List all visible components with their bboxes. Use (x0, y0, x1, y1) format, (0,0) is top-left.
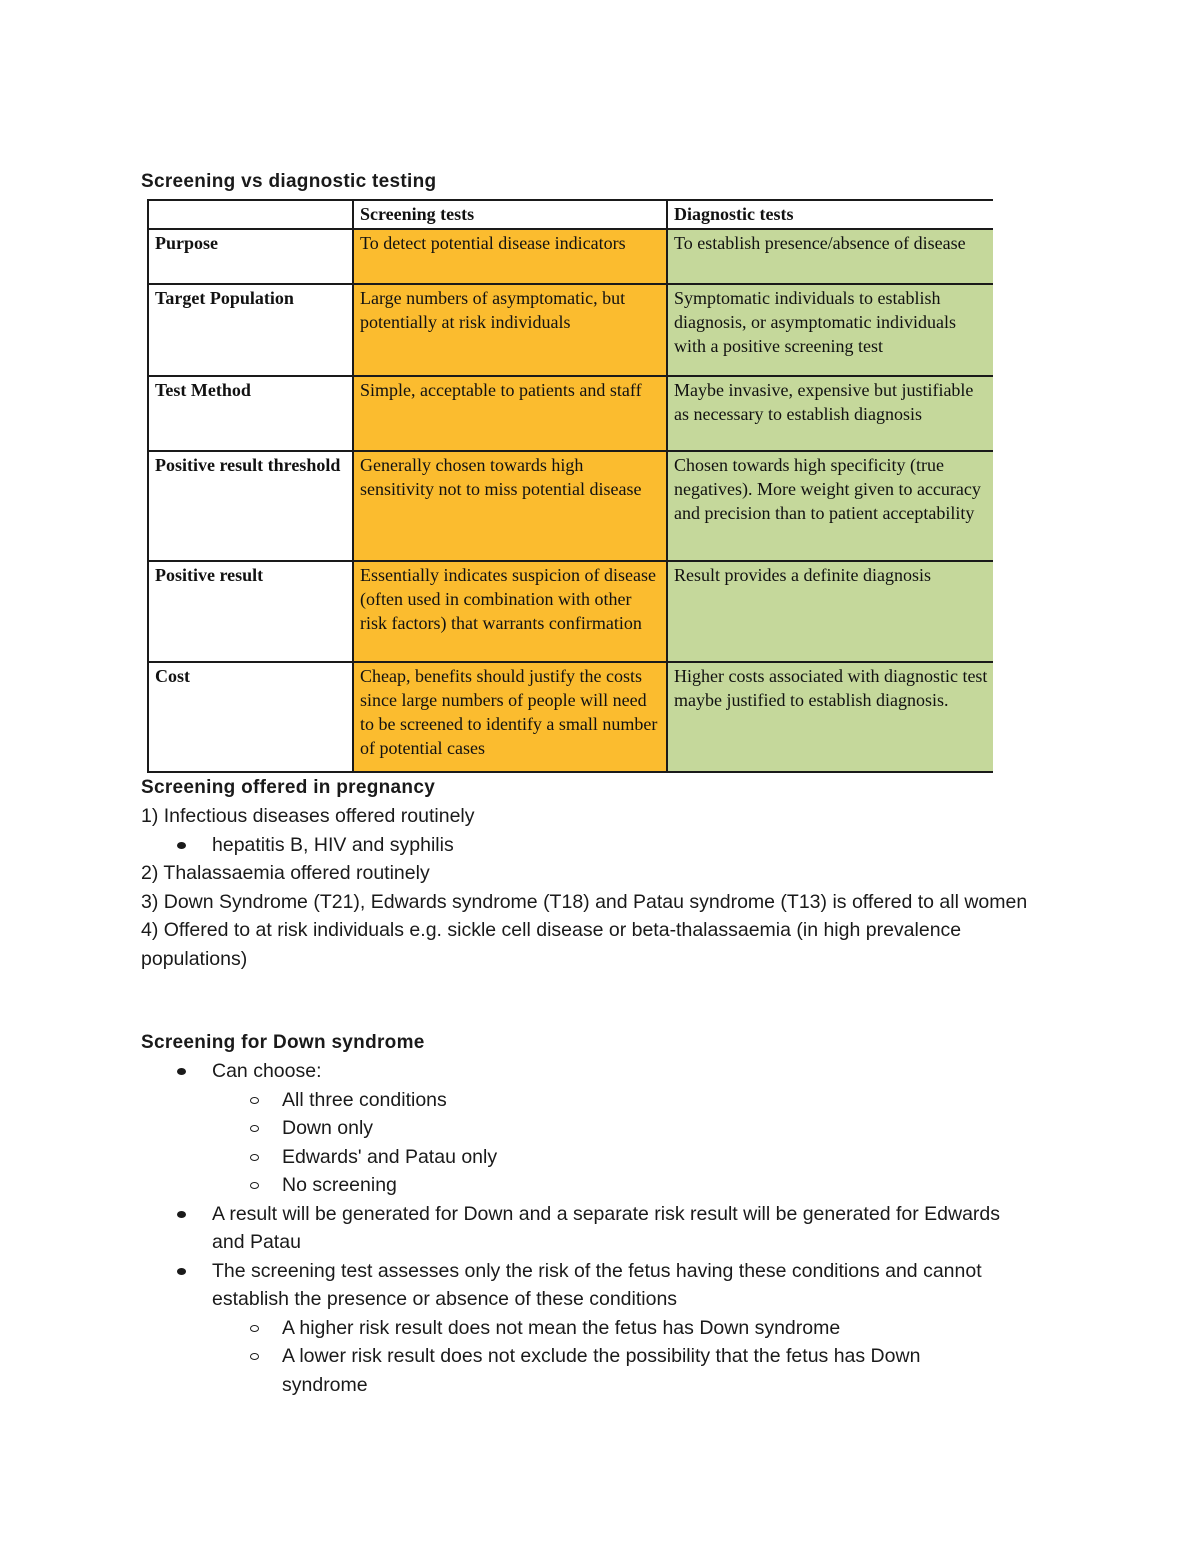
row-label: Test Method (148, 376, 353, 451)
bullet-list (141, 1057, 1071, 1399)
section-title-screening-vs-diagnostic: Screening vs diagnostic testing (141, 171, 437, 192)
comparison-table (147, 199, 993, 773)
table-row (148, 662, 993, 772)
row-label: Purpose (148, 229, 353, 284)
list-item: 3) Down Syndrome (T21), Edwards syndrome (T18) and Patau syndrome (T13) is offered to all women (141, 890, 1028, 913)
row-label: Target Population (148, 284, 353, 376)
diagnostic-cell: Symptomatic individuals to establish diagnosis, or asymptomatic individuals with a positive screening test (667, 284, 993, 376)
list-item: Edwards' and Patau only (141, 1143, 1071, 1172)
table-row (148, 561, 993, 662)
pregnancy-screening-section (141, 774, 1071, 973)
section-title-pregnancy: Screening offered in pregnancy (141, 777, 436, 798)
section-title-down-syndrome: Screening for Down syndrome (141, 1032, 425, 1053)
table-row (148, 229, 993, 284)
list-item: Down only (141, 1114, 1071, 1143)
list-item: 4) Offered to at risk individuals e.g. sickle cell disease or beta-thalassaemia (in high prevalence populations) (141, 919, 962, 970)
list-item: All three conditions (141, 1086, 1071, 1115)
list-item: A lower risk result does not exclude the possibility that the fetus has Down syndrome (141, 1342, 1071, 1399)
table-row (148, 284, 993, 376)
row-label: Cost (148, 662, 353, 772)
screening-cell: To detect potential disease indicators (353, 229, 667, 284)
list-item: The screening test assesses only the risk of the fetus having these conditions and cannot establish the presence or absence of these conditions (141, 1257, 1071, 1314)
row-label: Positive result (148, 561, 353, 662)
diagnostic-cell: To establish presence/absence of disease (667, 229, 993, 284)
screening-cell: Essentially indicates suspicion of disease (often used in combination with other risk factors) that warrants confirmation (353, 561, 667, 662)
list-item: No screening (141, 1171, 1071, 1200)
table-row (148, 376, 993, 451)
list-item: A result will be generated for Down and a separate risk result will be generated for Edwards and Patau (141, 1200, 1071, 1257)
header-empty (148, 200, 353, 229)
list-item: 1) Infectious diseases offered routinely (141, 805, 475, 827)
header-screening: Screening tests (353, 200, 667, 229)
list-item: 2) Thalassaemia offered routinely (141, 862, 430, 884)
table-header-row (148, 200, 993, 229)
header-diagnostic: Diagnostic tests (667, 200, 993, 229)
list-item: A higher risk result does not mean the fetus has Down syndrome (141, 1314, 1071, 1343)
table-row (148, 451, 993, 561)
down-syndrome-section (141, 1029, 1071, 1399)
screening-cell: Generally chosen towards high sensitivity not to miss potential disease (353, 451, 667, 561)
diagnostic-cell: Chosen towards high specificity (true negatives). More weight given to accuracy and precision than to patient acceptability (667, 451, 993, 561)
diagnostic-cell: Higher costs associated with diagnostic test maybe justified to establish diagnosis. (667, 662, 993, 772)
screening-cell: Cheap, benefits should justify the costs since large numbers of people will need to be screened to identify a small number of potential cases (353, 662, 667, 772)
diagnostic-cell: Result provides a definite diagnosis (667, 561, 993, 662)
bullet-list (141, 831, 1071, 860)
diagnostic-cell: Maybe invasive, expensive but justifiable as necessary to establish diagnosis (667, 376, 993, 451)
list-item: Can choose: (141, 1057, 1071, 1086)
list-item: hepatitis B, HIV and syphilis (141, 831, 1071, 860)
screening-cell: Simple, acceptable to patients and staff (353, 376, 667, 451)
screening-cell: Large numbers of asymptomatic, but potentially at risk individuals (353, 284, 667, 376)
row-label: Positive result threshold (148, 451, 353, 561)
